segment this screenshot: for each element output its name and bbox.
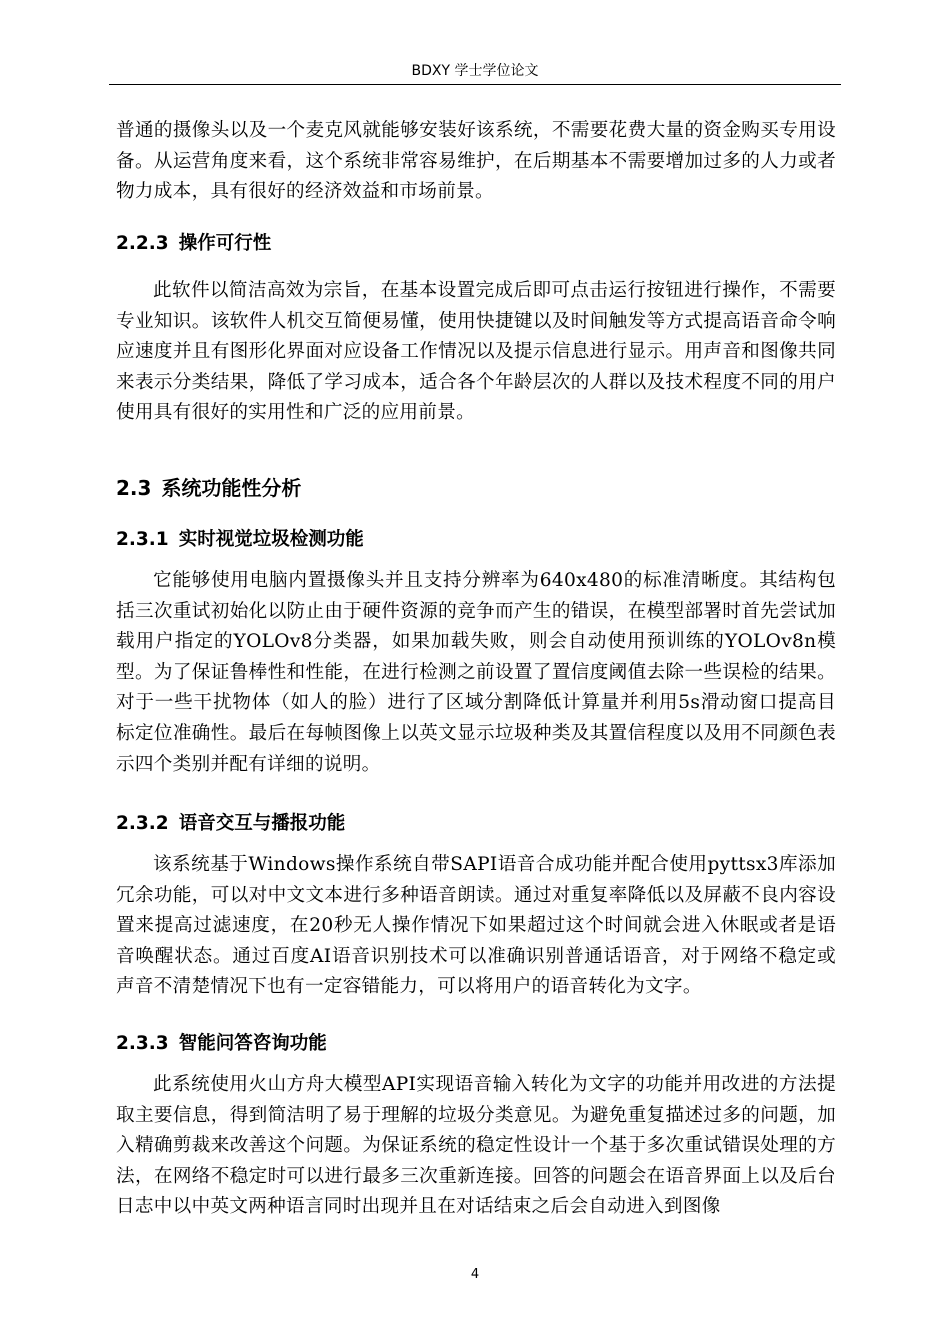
section-title: 智能问答咨询功能 bbox=[178, 1033, 327, 1054]
section-number: 2.3.3 bbox=[116, 1033, 169, 1054]
page-number: 4 bbox=[470, 1267, 480, 1282]
section-heading-2-3-3 bbox=[116, 1030, 327, 1058]
section-number: 2.3 bbox=[116, 476, 152, 500]
section-number: 2.2.3 bbox=[116, 233, 169, 254]
section-title: 系统功能性分析 bbox=[161, 476, 302, 500]
paragraph-visual-detection: 它能够使用电脑内置摄像头并且支持分辨率为640x480的标准清晰度。其结构包括三次重试初始化以防止由于硬件资源的竞争而产生的错误，在模型部署时首先尝试加载用户指定的YOLOv8分类器，如果加载失败，则会自动使用预训练的YOLOv8n模型。为了保证鲁棒性和性能，在进行检测之前设置了置信度阈值去除一些误检的结果。对于一些干扰物体（如人的脸）进行了区域分割降低计算量并利用5s滑动窗口提高目标定位准确性。最后在每帧图像上以英文显示垃圾种类及其置信程度以及用不同颜色表示四个类别并配有详细的说明。 bbox=[116, 570, 836, 775]
section-title: 操作可行性 bbox=[178, 233, 272, 254]
section-heading-2-3-1 bbox=[116, 526, 364, 554]
section-number: 2.3.2 bbox=[116, 813, 169, 834]
header-divider bbox=[109, 84, 841, 85]
paragraph-intro-continuation: 普通的摄像头以及一个麦克风就能够安装好该系统，不需要花费大量的资金购买专用设备。从运营角度来看，这个系统非常容易维护，在后期基本不需要增加过多的人力或者物力成本，具有很好的经济效益和市场前景。 bbox=[116, 120, 836, 203]
section-heading-2-3 bbox=[116, 474, 301, 502]
paragraph-operation-feasibility: 此软件以简洁高效为宗旨，在基本设置完成后即可点击运行按钮进行操作，不需要专业知识。该软件人机交互简便易懂，使用快捷键以及时间触发等方式提高语音命令响应速度并且有图形化界面对应设备工作情况以及提示信息进行显示。用声音和图像共同来表示分类结果，降低了学习成本，适合各个年龄层次的人群以及技术程度不同的用户使用具有很好的实用性和广泛的应用前景。 bbox=[116, 280, 836, 424]
section-title: 语音交互与播报功能 bbox=[178, 813, 346, 834]
paragraph-voice-interaction: 该系统基于Windows操作系统自带SAPI语音合成功能并配合使用pyttsx3库添加冗余功能，可以对中文文本进行多种语音朗读。通过对重复率降低以及屏蔽不良内容设置来提高过滤速度，在20秒无人操作情况下如果超过这个时间就会进入休眠或者是语音唤醒状态。通过百度AI语音识别技术可以准确识别普通话语音，对于网络不稳定或声音不清楚情况下也有一定容错能力，可以将用户的语音转化为文字。 bbox=[116, 854, 836, 998]
paragraph-smart-qa: 此系统使用火山方舟大模型API实现语音输入转化为文字的功能并用改进的方法提取主要信息，得到简洁明了易于理解的垃圾分类意见。为避免重复描述过多的问题，加入精确剪裁来改善这个问题。为保证系统的稳定性设计一个基于多次重试错误处理的方法，在网络不稳定时可以进行最多三次重新连接。回答的问题会在语音界面上以及后台日志中以中英文两种语言同时出现并且在对话结束之后会自动进入到图像 bbox=[116, 1074, 836, 1218]
section-heading-2-3-2 bbox=[116, 810, 345, 838]
page-header: BDXY 学士学位论文 bbox=[411, 63, 539, 79]
section-heading-2-2-3 bbox=[116, 230, 271, 258]
section-title: 实时视觉垃圾检测功能 bbox=[178, 529, 364, 550]
section-number: 2.3.1 bbox=[116, 529, 169, 550]
